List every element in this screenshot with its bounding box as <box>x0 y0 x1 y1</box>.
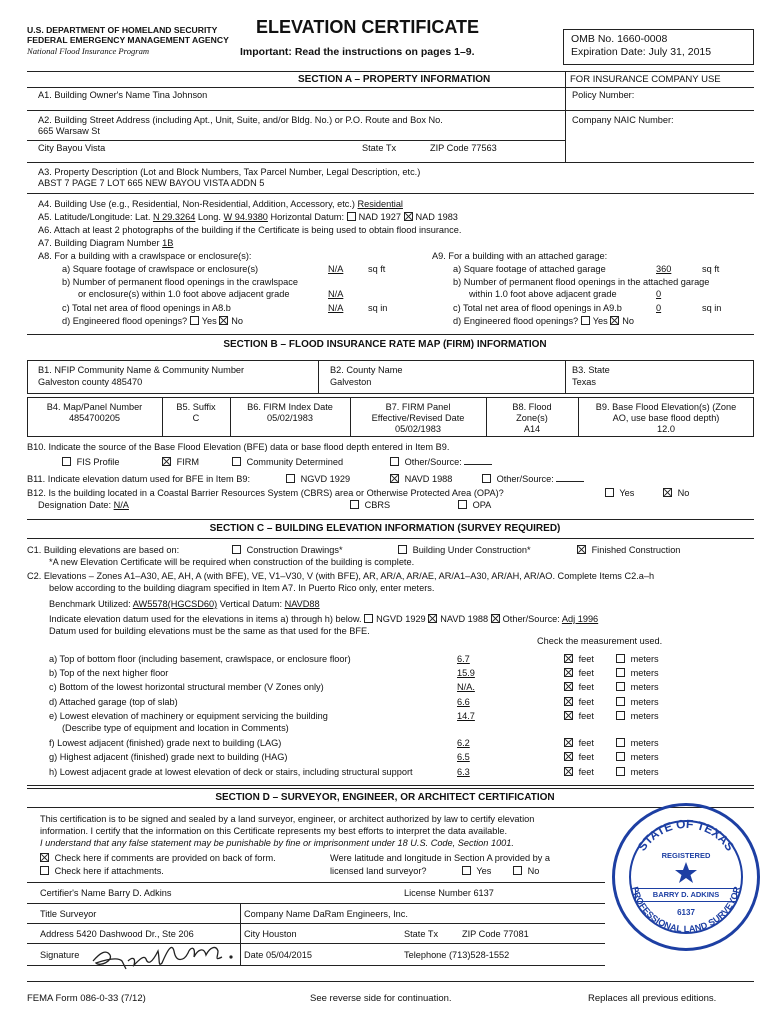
c2b-meters-checkbox[interactable] <box>616 668 625 677</box>
designation-value[interactable]: N/A <box>113 500 129 510</box>
nad1983-checkbox[interactable] <box>404 212 413 221</box>
signature-date[interactable]: Date 05/04/2015 <box>244 950 312 960</box>
b5-cell: B5. Suffix C <box>162 402 230 424</box>
c2c-meters-checkbox[interactable] <box>616 682 625 691</box>
comments-checkbox[interactable] <box>40 853 49 862</box>
c2e-feet: feet <box>564 711 594 722</box>
latlong-yes-checkbox[interactable] <box>462 866 471 875</box>
section-c-title: SECTION C – BUILDING ELEVATION INFORMATION (SURVEY REQUIRED) <box>209 523 561 534</box>
c2-other-checkbox[interactable] <box>491 614 500 623</box>
header-dept: U.S. DEPARTMENT OF HOMELAND SECURITY <box>27 25 218 35</box>
seal-number: 6137 <box>677 908 695 917</box>
expiration-date: Expiration Date: July 31, 2015 <box>571 46 712 58</box>
a9b-label-2: within 1.0 foot above adjacent grade <box>469 289 617 299</box>
c2d-feet-checkbox[interactable] <box>564 697 573 706</box>
b10-other-checkbox[interactable] <box>390 457 399 466</box>
a9d-engineered: d) Engineered flood openings? Yes No <box>453 316 635 326</box>
c2-datum-note: Datum used for building elevations must be the same as that used for the BFE. <box>49 626 370 636</box>
a4-value[interactable]: Residential <box>357 199 403 209</box>
b7-cell: B7. FIRM Panel Effective/Revised Date 05/02/1983 <box>350 402 486 435</box>
certifier-title[interactable]: Title Surveyor <box>40 909 97 919</box>
a2-address-label: A2. Building Street Address (including Apt., Unit, Suite, and/or Bldg. No.) or P.O. Route and Box No. <box>38 115 443 125</box>
b12-cbrs: CBRS <box>350 500 390 511</box>
c1-construction-drawings: Construction Drawings* <box>232 545 343 556</box>
c2b-feet: feet <box>564 668 594 679</box>
a2-address-value[interactable]: 665 Warsaw St <box>38 126 100 136</box>
attachments-check: Check here if attachments. <box>40 866 164 877</box>
c2g-value[interactable]: 6.5 <box>457 752 470 762</box>
c2c-feet: feet <box>564 682 594 693</box>
under-construction-checkbox[interactable] <box>398 545 407 554</box>
c2h-label: h) Lowest adjacent grade at lowest elevation of deck or stairs, including structural support <box>49 767 413 777</box>
b11-ngvd: NGVD 1929 <box>286 474 350 485</box>
latlong-yes: Yes <box>462 866 491 877</box>
c2e-feet-checkbox[interactable] <box>564 711 573 720</box>
c2a-feet: feet <box>564 654 594 665</box>
c2b-value[interactable]: 15.9 <box>457 668 475 678</box>
seal-name: BARRY D. ADKINS <box>635 888 737 902</box>
b6-cell: B6. FIRM Index Date 05/02/1983 <box>230 402 350 424</box>
insurance-use-header: FOR INSURANCE COMPANY USE <box>570 74 721 85</box>
a9c-unit: sq in <box>702 303 722 313</box>
form-number: FEMA Form 086-0-33 (7/12) <box>27 993 146 1004</box>
b12-yes: Yes <box>605 488 634 499</box>
policy-number-field[interactable]: Policy Number: <box>572 90 635 100</box>
b2-label: B2. County Name <box>330 365 403 375</box>
c2e-meters-checkbox[interactable] <box>616 711 625 720</box>
c2a-value[interactable]: 6.7 <box>457 654 470 664</box>
latlong-question-1: Were latitude and longitude in Section A provided by a <box>330 853 550 863</box>
c2e-meters: meters <box>616 711 659 722</box>
b10-community: Community Determined <box>232 457 343 468</box>
latlong-no: No <box>513 866 539 877</box>
a9a-label: a) Square footage of attached garage <box>453 264 606 274</box>
a8a-value[interactable]: N/A <box>328 264 344 274</box>
b11-ngvd-checkbox[interactable] <box>286 474 295 483</box>
a5-lat-long: A5. Latitude/Longitude: Lat. N 29.3264 Long. W 94.9380 Horizontal Datum: NAD 1927 NAD 1983 <box>38 212 458 222</box>
section-a-title: SECTION A – PROPERTY INFORMATION <box>298 74 491 85</box>
b12-label: B12. Is the building located in a Coastal Barrier Resources System (CBRS) area or Otherwise Protected Area (OPA)? <box>27 488 504 498</box>
a9c-label: c) Total net area of flood openings in A9.b <box>453 303 622 313</box>
header-program: National Flood Insurance Program <box>27 46 150 56</box>
c2f-feet: feet <box>564 738 594 749</box>
license-number[interactable]: License Number 6137 <box>404 888 494 898</box>
a9-heading: A9. For a building with an attached garage: <box>432 251 608 261</box>
a8d-yes-checkbox[interactable] <box>190 316 199 325</box>
latitude-value[interactable]: N 29.3264 <box>152 212 196 222</box>
important-note: Important: Read the instructions on pages 1–9. <box>240 46 475 58</box>
c2d-value[interactable]: 6.6 <box>457 697 470 707</box>
c2-intro-1: C2. Elevations – Zones A1–A30, AE, AH, A (with BFE), VE, V1–V30, V (with BFE), AR, AR/A, AR/AE, AR/A1–A30, AR/AH, AR/AO. Complete Items C2.a–h <box>27 571 655 581</box>
c2e-note: (Describe type of equipment and location in Comments) <box>62 723 289 733</box>
header-agency: FEDERAL EMERGENCY MANAGEMENT AGENCY <box>27 35 229 45</box>
attachments-checkbox[interactable] <box>40 866 49 875</box>
c2a-meters: meters <box>616 654 659 665</box>
c2d-meters: meters <box>616 697 659 708</box>
seal-land-surveyor-text: LAND SURVEYOR <box>683 885 743 935</box>
c2a-meters-checkbox[interactable] <box>616 654 625 663</box>
a8c-label: c) Total net area of flood openings in A8.b <box>62 303 231 313</box>
longitude-value[interactable]: W 94.9380 <box>223 212 268 222</box>
continuation-note: See reverse side for continuation. <box>310 993 452 1004</box>
b12-designation: Designation Date: N/A <box>38 500 129 510</box>
b11-navd-checkbox[interactable] <box>390 474 399 483</box>
a8-heading: A8. For a building with a crawlspace or enclosure(s): <box>38 251 252 261</box>
c2g-label: g) Highest adjacent (finished) grade next to building (HAG) <box>49 752 288 762</box>
a2-zip[interactable]: ZIP Code 77563 <box>430 143 497 153</box>
a4-building-use: A4. Building Use (e.g., Residential, Non-Residential, Addition, Accessory, etc.) Residential <box>38 199 403 209</box>
latlong-question-2: licensed land surveyor? <box>330 866 427 876</box>
a8b-label-1: b) Number of permanent flood openings in the crawlspace <box>62 277 298 287</box>
firm-checkbox[interactable] <box>162 457 171 466</box>
b9-cell: B9. Base Flood Elevation(s) (Zone AO, use base flood depth) 12.0 <box>578 402 754 435</box>
section-d-title: SECTION D – SURVEYOR, ENGINEER, OR ARCHITECT CERTIFICATION <box>215 792 555 803</box>
c2c-feet-checkbox[interactable] <box>564 682 573 691</box>
a1-owner-name: A1. Building Owner's Name Tina Johnson <box>38 90 208 100</box>
c2-indicate: Indicate elevation datum used for the elevations in items a) through h) below. NGVD 1929 NAVD 1988 Other/Source: Adj 1996 <box>49 614 599 624</box>
a3-description-label: A3. Property Description (Lot and Block Numbers, Tax Parcel Number, Legal Description, etc.) <box>38 167 421 177</box>
certification-text-2: information. I certify that the information on this Certificate represents my best efforts to interpret the data available. <box>40 826 508 836</box>
c2b-feet-checkbox[interactable] <box>564 668 573 677</box>
b10-firm: FIRM <box>162 457 199 468</box>
b4-value[interactable]: 4854700205 <box>68 413 121 424</box>
page-title: ELEVATION CERTIFICATE <box>256 17 479 37</box>
seal-professional-text: PROFESSIONAL <box>629 885 683 934</box>
a6-photographs: A6. Attach at least 2 photographs of the building if the Certificate is being used to obtain flood insurance. <box>38 225 462 235</box>
a8d-engineered: d) Engineered flood openings? Yes No <box>62 316 244 326</box>
c2h-meters-checkbox[interactable] <box>616 767 625 776</box>
a8b-label-2: or enclosure(s) within 1.0 foot above adjacent grade <box>78 289 290 299</box>
b10-fis: FIS Profile <box>62 457 119 468</box>
professional-seal <box>612 803 760 951</box>
b12-yes-checkbox[interactable] <box>605 488 614 497</box>
b9-value[interactable]: 12.0 <box>657 424 675 435</box>
a8d-no-checkbox[interactable] <box>219 316 228 325</box>
b4-cell: B4. Map/Panel Number 4854700205 <box>27 402 162 424</box>
c2f-label: f) Lowest adjacent (finished) grade next to building (LAG) <box>49 738 282 748</box>
finished-construction-checkbox[interactable] <box>577 545 586 554</box>
c2a-label: a) Top of bottom floor (including basement, crawlspace, or enclosure floor) <box>49 654 351 664</box>
a3-description-value[interactable]: ABST 7 PAGE 7 LOT 665 NEW BAYOU VISTA ADDN 5 <box>38 178 265 188</box>
b2-value[interactable]: Galveston <box>330 377 372 387</box>
c2c-meters: meters <box>616 682 659 693</box>
certifier-zip[interactable]: ZIP Code 77081 <box>462 929 529 939</box>
c2f-meters-checkbox[interactable] <box>616 738 625 747</box>
vertical-datum-value[interactable]: NAVD88 <box>284 599 320 609</box>
a9a-value[interactable]: 360 <box>656 264 672 274</box>
b11-other-checkbox[interactable] <box>482 474 491 483</box>
fis-checkbox[interactable] <box>62 457 71 466</box>
c2f-meters: meters <box>616 738 659 749</box>
c1-note: *A new Elevation Certificate will be required when construction of the building is complete. <box>49 557 415 567</box>
c2b-label: b) Top of the next higher floor <box>49 668 169 678</box>
seal-registered-text: REGISTERED <box>661 851 711 860</box>
c2c-value[interactable]: N/A. <box>457 682 475 692</box>
latlong-no-checkbox[interactable] <box>513 866 522 875</box>
c2-intro-2: below according to the building diagram specified in Item A7. In Puerto Rico only, enter meters. <box>49 583 435 593</box>
c1-under-construction: Building Under Construction* <box>398 545 531 556</box>
a2-city[interactable]: City Bayou Vista <box>38 143 106 153</box>
a8a-label: a) Square footage of crawlspace or enclosure(s) <box>62 264 259 274</box>
seal-state-text: STATE OF TEXAS <box>634 816 738 854</box>
a8b-value[interactable]: N/A <box>328 289 344 299</box>
b1-label: B1. NFIP Community Name & Community Number <box>38 365 245 375</box>
opa-checkbox[interactable] <box>458 500 467 509</box>
cbrs-checkbox[interactable] <box>350 500 359 509</box>
b11-label: B11. Indicate elevation datum used for BFE in Item B9: <box>27 474 251 484</box>
c1-finished: Finished Construction <box>577 545 680 556</box>
c2d-feet: feet <box>564 697 594 708</box>
c2g-meters-checkbox[interactable] <box>616 752 625 761</box>
section-b-title: SECTION B – FLOOD INSURANCE RATE MAP (FIRM) INFORMATION <box>223 339 547 350</box>
b7-value[interactable]: 05/02/1983 <box>395 424 441 435</box>
b10-label: B10. Indicate the source of the Base Flood Elevation (BFE) data or base flood depth entered in Item B9. <box>27 442 450 452</box>
c2h-feet: feet <box>564 767 594 778</box>
b3-value[interactable]: Texas <box>572 377 596 387</box>
b11-navd: NAVD 1988 <box>390 474 452 485</box>
nad1927-checkbox[interactable] <box>347 212 356 221</box>
a9a-unit: sq ft <box>702 264 720 274</box>
signature-label: Signature <box>40 950 80 960</box>
b3-label: B3. State <box>572 365 610 375</box>
a2-state[interactable]: State Tx <box>362 143 397 153</box>
a7-value[interactable]: 1B <box>162 238 174 248</box>
b10-other: Other/Source: <box>390 457 492 468</box>
c2h-meters: meters <box>616 767 659 778</box>
certifier-city[interactable]: City Houston <box>244 929 297 939</box>
svg-text:STATE OF TEXAS <box>635 817 737 854</box>
c2c-label: c) Bottom of the lowest horizontal structural member (V Zones only) <box>49 682 324 692</box>
c2d-label: d) Attached garage (top of slab) <box>49 697 178 707</box>
c2h-value[interactable]: 6.3 <box>457 767 470 777</box>
c2e-value[interactable]: 14.7 <box>457 711 475 721</box>
naic-number-field[interactable]: Company NAIC Number: <box>572 115 674 125</box>
c2e-label: e) Lowest elevation of machinery or equipment servicing the building <box>49 711 328 721</box>
c1-label: C1. Building elevations are based on: <box>27 545 180 555</box>
a8a-unit: sq ft <box>368 264 386 274</box>
c2d-meters-checkbox[interactable] <box>616 697 625 706</box>
b12-no-checkbox[interactable] <box>663 488 672 497</box>
c2g-meters: meters <box>616 752 659 763</box>
company-name[interactable]: Company Name DaRam Engineers, Inc. <box>244 909 408 919</box>
certification-text-1: This certification is to be signed and sealed by a land surveyor, engineer, or architect authorized by law to certify elevation <box>40 814 535 824</box>
certifier-state[interactable]: State Tx <box>404 929 439 939</box>
a9c-value[interactable]: 0 <box>656 303 662 313</box>
c2f-value[interactable]: 6.2 <box>457 738 470 748</box>
c2-other-value[interactable]: Adj 1996 <box>561 614 599 624</box>
c2b-meters: meters <box>616 668 659 679</box>
c2-navd-checkbox[interactable] <box>428 614 437 623</box>
construction-drawings-checkbox[interactable] <box>232 545 241 554</box>
b8-value[interactable]: A14 <box>523 424 541 435</box>
check-measurement: Check the measurement used. <box>537 636 663 646</box>
seal-star-icon <box>675 862 697 883</box>
c2-ngvd-checkbox[interactable] <box>364 614 373 623</box>
a7-diagram: A7. Building Diagram Number 1B <box>38 238 174 248</box>
replaces-note: Replaces all previous editions. <box>588 993 717 1004</box>
b8-cell: B8. Flood Zone(s) A14 <box>486 402 578 435</box>
c2f-feet-checkbox[interactable] <box>564 738 573 747</box>
omb-number: OMB No. 1660-0008 <box>571 33 668 45</box>
a9b-label-1: b) Number of permanent flood openings in the attached garage <box>453 277 710 287</box>
b5-value[interactable]: C <box>192 413 200 424</box>
c2a-feet-checkbox[interactable] <box>564 654 573 663</box>
a8c-unit: sq in <box>368 303 388 313</box>
b6-value[interactable]: 05/02/1983 <box>267 413 313 424</box>
b11-other: Other/Source: <box>482 474 584 485</box>
c2-benchmark: Benchmark Utilized: AW5578(HGCSD60) Vertical Datum: NAVD88 <box>49 599 320 609</box>
community-checkbox[interactable] <box>232 457 241 466</box>
a9d-no-checkbox[interactable] <box>610 316 619 325</box>
b1-value[interactable]: Galveston county 485470 <box>38 377 143 387</box>
a9d-yes-checkbox[interactable] <box>581 316 590 325</box>
certification-text-3: I understand that any false statement may be punishable by fine or imprisonment under 18 U.S. Code, Section 1001. <box>40 838 514 848</box>
c2g-feet: feet <box>564 752 594 763</box>
signature-drawing[interactable] <box>88 935 238 975</box>
b12-opa: OPA <box>458 500 491 511</box>
benchmark-value[interactable]: AW5578(HGCSD60) <box>132 599 218 609</box>
a9b-value[interactable]: 0 <box>656 289 662 299</box>
certifier-telephone[interactable]: Telephone (713)528-1552 <box>404 950 510 960</box>
comments-check: Check here if comments are provided on back of form. <box>40 853 276 864</box>
c2g-feet-checkbox[interactable] <box>564 752 573 761</box>
certifier-address[interactable]: Address 5420 Dashwood Dr., Ste 206 <box>40 929 194 939</box>
a8c-value[interactable]: N/A <box>328 303 344 313</box>
b12-no: No <box>663 488 689 499</box>
certifier-name[interactable]: Certifier's Name Barry D. Adkins <box>40 888 172 898</box>
seal-ring-text <box>615 806 757 948</box>
c2h-feet-checkbox[interactable] <box>564 767 573 776</box>
